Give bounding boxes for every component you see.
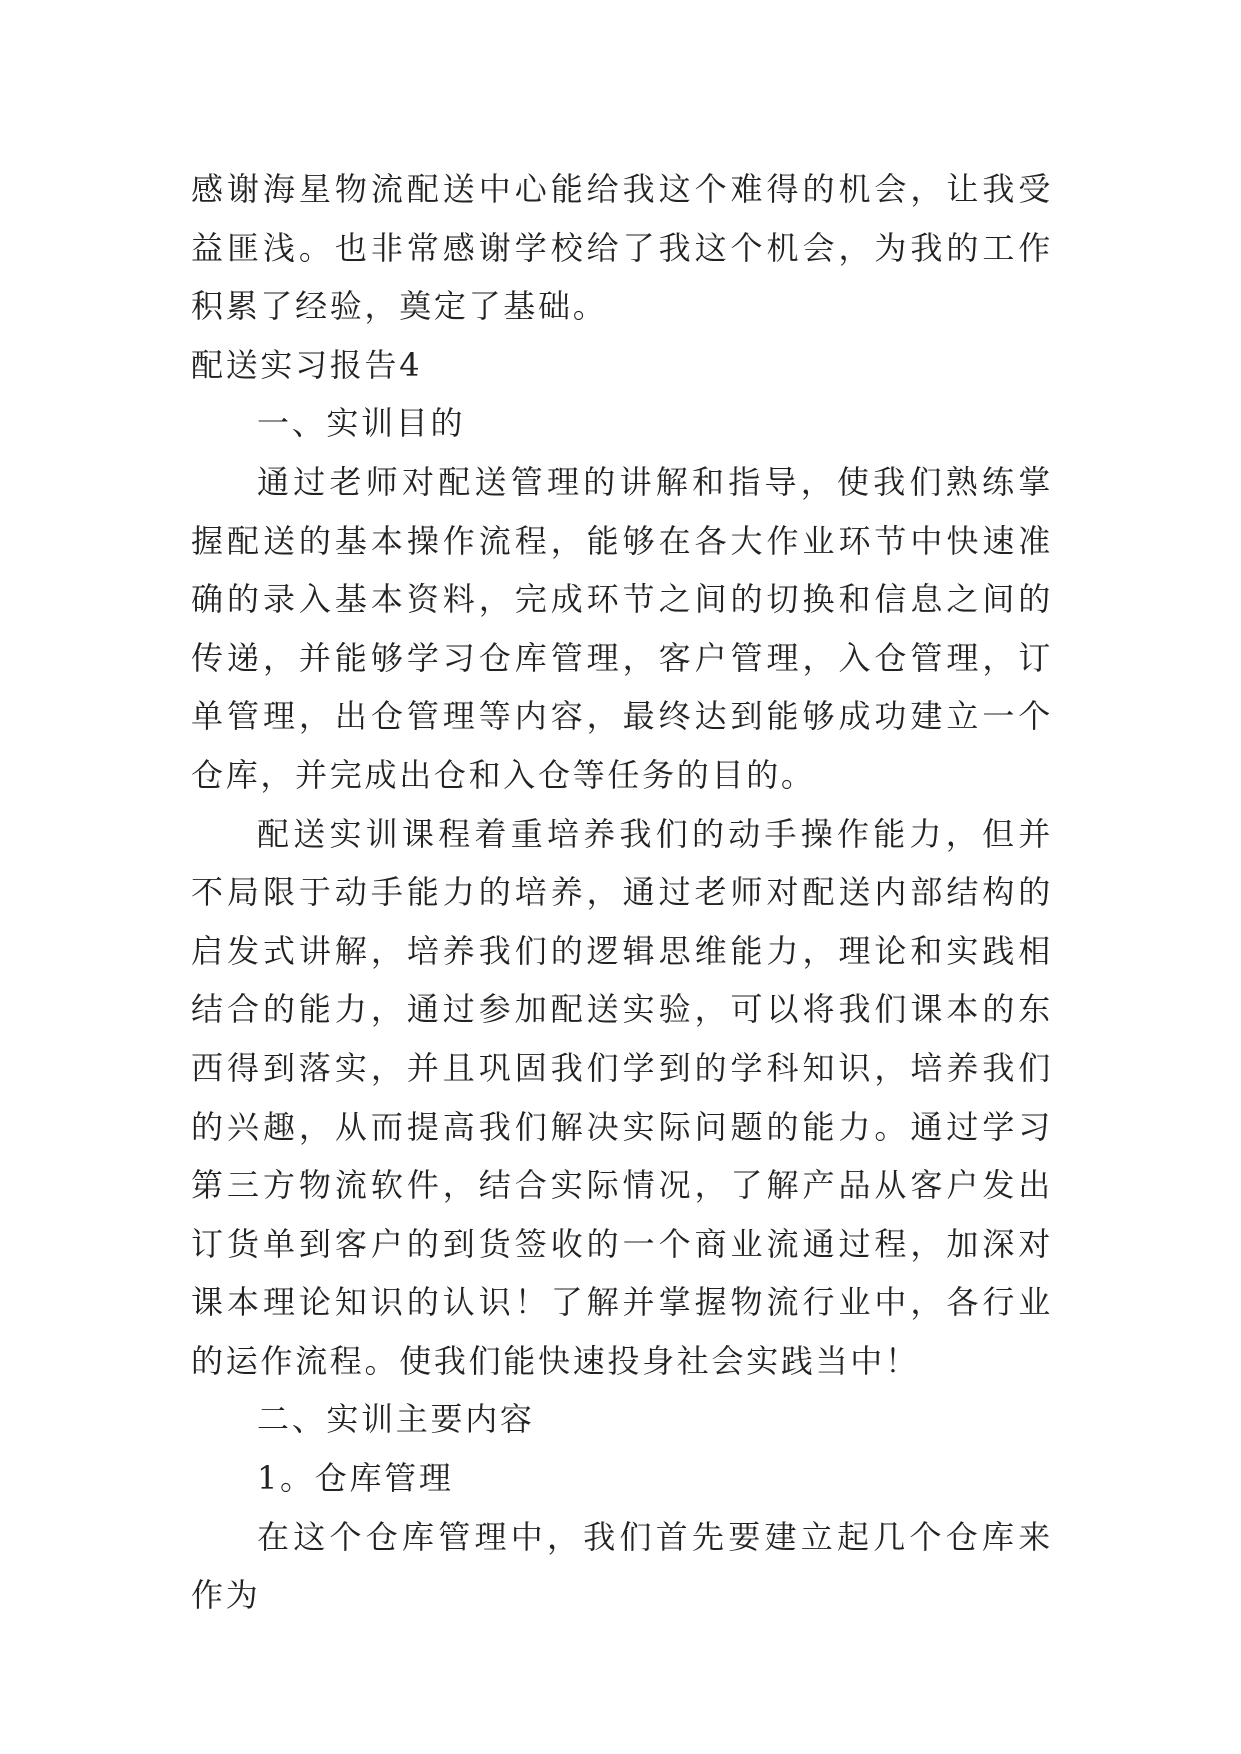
subsection-heading-warehouse: 1。仓库管理 — [257, 1459, 454, 1498]
report-title: 配送实习报告4 — [191, 345, 423, 384]
paragraph-purpose-1: 通过老师对配送管理的讲解和指导，使我们熟练掌握配送的基本操作流程，能够在各大作业环节中快速准确的录入基本资料，完成环节之间的切换和信息之间的传递，并能够学习仓库管理，客户管理，入仓管理，订单管理，出仓管理等内容，最终达到能够成功建立一个仓库，并完成出仓和入仓等任务的目的。 — [191, 462, 1053, 794]
paragraph-purpose-2: 配送实训课程着重培养我们的动手操作能力，但并不局限于动手能力的培养，通过老师对配送内部结构的启发式讲解，培养我们的逻辑思维能力，理论和实践相结合的能力，通过参加配送实验，可以将我们课本的东西得到落实，并且巩固我们学到的学科知识，培养我们的兴趣，从而提高我们解决实际问题的能力。通过学习第三方物流软件，结合实际情况，了解产品从客户发出订货单到客户的到货签收的一个商业流通过程，加深对课本理论知识的认识！了解并掌握物流行业中，各行业的运作流程。使我们能快速投身社会实践当中！ — [191, 814, 1053, 1380]
document-body — [191, 160, 1053, 1625]
paragraph-thanks: 感谢海星物流配送中心能给我这个难得的机会，让我受益匪浅。也非常感谢学校给了我这个机会，为我的工作积累了经验，奠定了基础。 — [191, 170, 1053, 326]
paragraph-warehouse: 在这个仓库管理中，我们首先要建立起几个仓库来作为 — [191, 1517, 1053, 1615]
section-heading-purpose: 一、实训目的 — [257, 404, 466, 443]
section-heading-content: 二、实训主要内容 — [257, 1400, 535, 1439]
